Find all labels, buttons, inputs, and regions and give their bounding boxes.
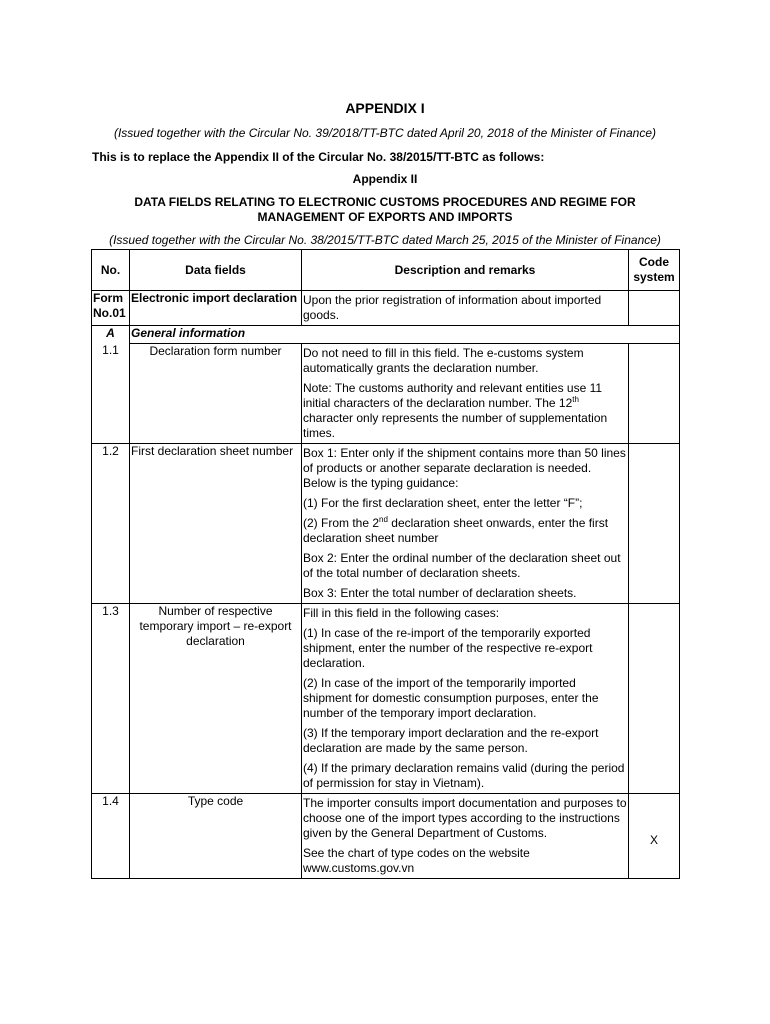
column-header-data-fields: Data fields — [130, 250, 302, 291]
row-1-3-field: Number of respective temporary import – re-export declaration — [130, 603, 302, 793]
row-1-2-number: 1.2 — [92, 443, 130, 603]
row-1-2-desc-3: (2) From the 2nd declaration sheet onwards, enter the first declaration sheet number — [303, 514, 609, 545]
section-a-title: General information — [130, 326, 680, 344]
table-row-form — [92, 291, 680, 326]
row-1-4-description — [302, 793, 629, 878]
table-header-row — [92, 250, 680, 291]
row-1-1-desc-2: Note: The customs authority and relevant entities use 11 initial characters of the declaration number. The 12th character only represents the number of supplementation times. — [303, 380, 608, 440]
row-1-3-desc-3: (2) In case of the import of the temporarily imported shipment for domestic consumption purposes, enter the number of the temporary import declaration. — [303, 675, 599, 720]
column-header-no: No. — [92, 250, 130, 291]
row-1-1-description — [302, 343, 629, 443]
row-1-3-code — [629, 603, 680, 793]
row-1-3-number: 1.3 — [92, 603, 130, 793]
row-1-1-code — [629, 343, 680, 443]
form-description — [302, 291, 629, 326]
form-number: Form No.01 — [92, 291, 130, 326]
section-a-number: A — [92, 326, 130, 344]
issued-note: (Issued together with the Circular No. 39/2018/TT-BTC dated April 20, 2018 of the Minister of Finance) — [113, 126, 657, 140]
row-1-2-description — [302, 443, 629, 603]
appendix-ii-title: Appendix II — [352, 172, 418, 186]
row-1-2-desc-5: Box 3: Enter the total number of declaration sheets. — [303, 585, 577, 600]
table-row-1-1 — [92, 343, 680, 443]
form-description-text: Upon the prior registration of information about imported goods. — [303, 293, 602, 322]
row-1-3-desc-1: Fill in this field in the following cases: — [303, 605, 500, 620]
issued-note-2: (Issued together with the Circular No. 38/2015/TT-BTC dated March 25, 2015 of the Minister of Finance) — [109, 233, 661, 247]
row-1-4-number: 1.4 — [92, 793, 130, 878]
row-1-1-desc-1: Do not need to fill in this field. The e-customs system automatically grants the declaration number. — [303, 345, 584, 375]
row-1-3-description — [302, 603, 629, 793]
form-code — [629, 291, 680, 326]
table-row-section-a — [92, 326, 680, 344]
row-1-1-field: Declaration form number — [130, 343, 302, 443]
row-1-3-desc-4: (3) If the temporary import declaration and the re-export declaration are made by the same person. — [303, 725, 599, 755]
table-row-1-2 — [92, 443, 680, 603]
row-1-4-field: Type code — [130, 793, 302, 878]
row-1-4-desc-2: See the chart of type codes on the website www.customs.gov.vn — [303, 845, 530, 875]
row-1-1-number: 1.1 — [92, 343, 130, 443]
row-1-2-code — [629, 443, 680, 603]
appendix-title: APPENDIX I — [345, 100, 425, 116]
table-row-1-3 — [92, 603, 680, 793]
document-heading: DATA FIELDS RELATING TO ELECTRONIC CUSTOMS PROCEDURES AND REGIME FOR MANAGEMENT OF EXPORTS AND IMPORTS — [134, 195, 636, 224]
column-header-code-system: Code system — [629, 250, 680, 291]
row-1-4-desc-1: The importer consults import documentation and purposes to choose one of the import types according to the instructions given by the General Department of Customs. — [303, 795, 627, 840]
row-1-3-desc-2: (1) In case of the re-import of the temporarily exported shipment, enter the number of the respective re-export declaration. — [303, 625, 593, 670]
row-1-2-desc-2: (1) For the first declaration sheet, enter the letter “F”; — [303, 495, 583, 510]
table-row-1-4 — [92, 793, 680, 878]
row-1-2-desc-4: Box 2: Enter the ordinal number of the declaration sheet out of the total number of declaration sheets. — [303, 550, 621, 580]
row-1-2-desc-1: Box 1: Enter only if the shipment contains more than 50 lines of products or another separate declaration is needed. Below is the typing guidance: — [303, 445, 626, 490]
row-1-3-desc-5: (4) If the primary declaration remains valid (during the period of permission for stay in Vietnam). — [303, 760, 625, 790]
form-field: Electronic import declaration — [130, 291, 302, 326]
column-header-description: Description and remarks — [302, 250, 629, 291]
data-fields-table — [91, 249, 680, 879]
row-1-4-code: X — [629, 793, 680, 878]
row-1-2-field: First declaration sheet number — [130, 443, 302, 603]
replace-note: This is to replace the Appendix II of the Circular No. 38/2015/TT-BTC as follows: — [92, 150, 545, 164]
